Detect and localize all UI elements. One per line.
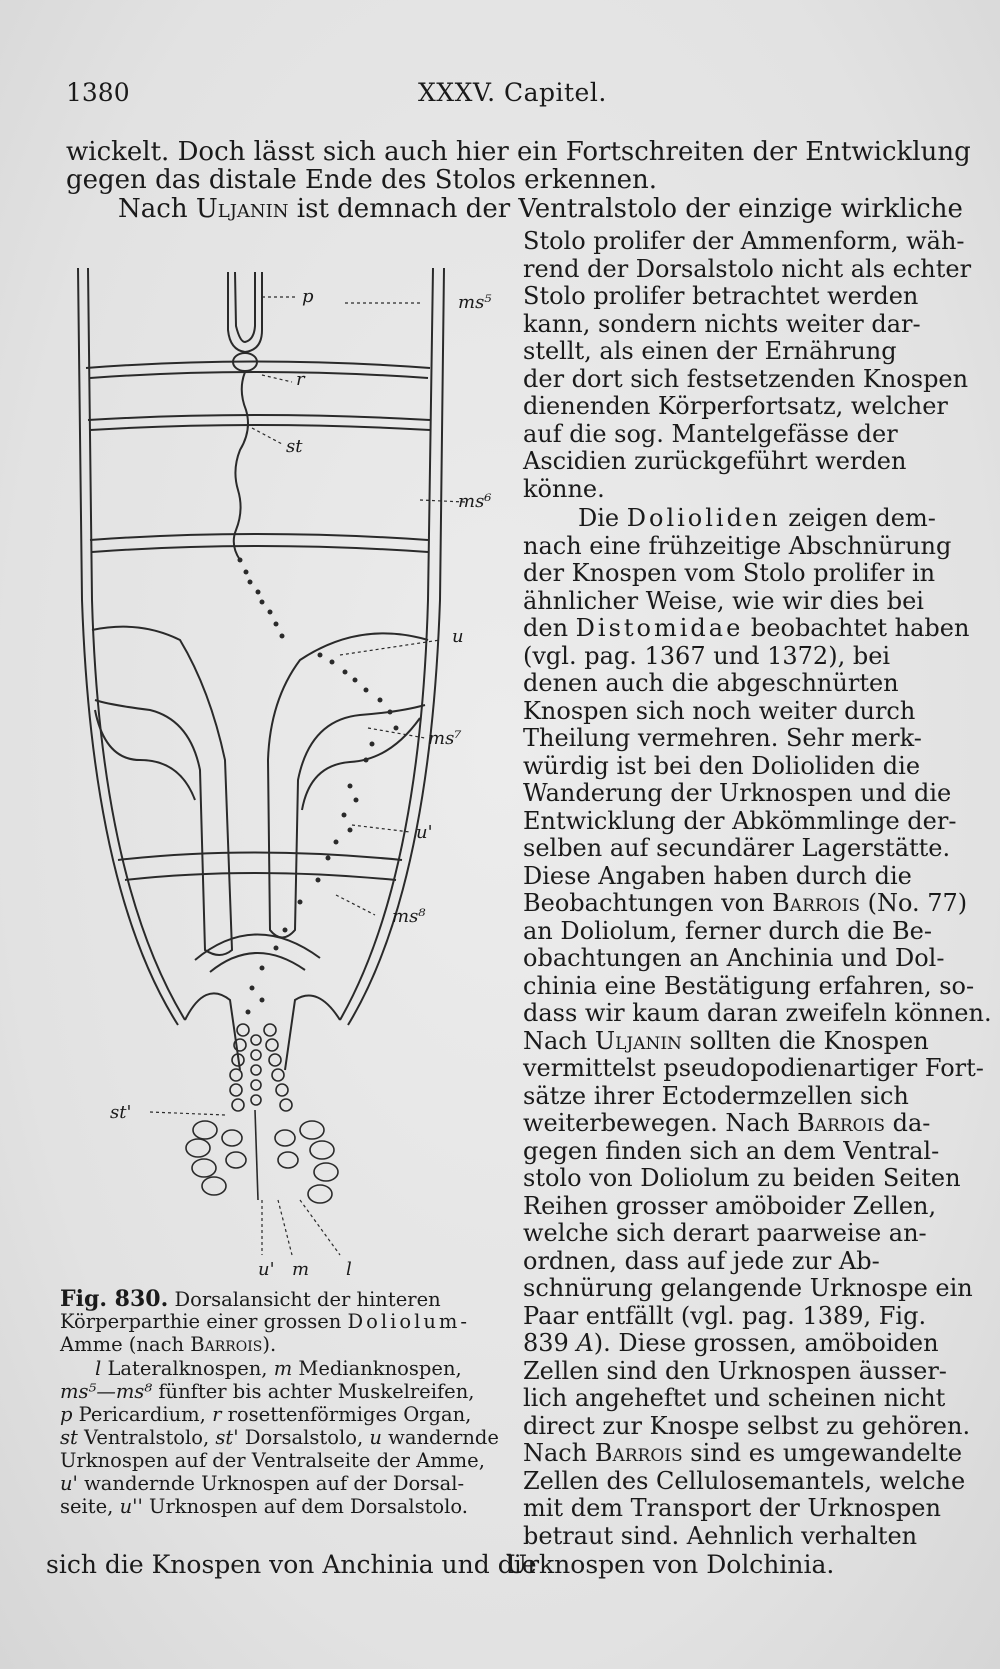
text-line: Diese Angaben haben durch die xyxy=(523,862,912,890)
text-line: mit dem Transport der Urknospen xyxy=(523,1494,941,1522)
text-line: dass wir kaum daran zweifeln können. xyxy=(523,999,992,1027)
caption-line: l Lateralknospen, m Medianknospen, xyxy=(95,1357,462,1380)
text-line: ähnlicher Weise, wie wir dies bei xyxy=(523,587,924,615)
label-ms6: ms⁶ xyxy=(458,491,492,512)
text-line: an Doliolum, ferner durch die Be- xyxy=(523,917,932,945)
text-line: Beobachtungen von Barrois (No. 77) xyxy=(523,889,968,917)
text-line: stolo von Doliolum zu beiden Seiten xyxy=(523,1164,961,1192)
text-line: Nach Barrois sind es umgewandelte xyxy=(523,1439,963,1467)
caption-line: ms⁵—ms⁸ fünfter bis achter Muskelreifen, xyxy=(60,1380,475,1403)
text-line: obachtungen an Anchinia und Dol- xyxy=(523,944,945,972)
caption-line: Körperparthie einer grossen Doliolum- xyxy=(60,1310,470,1333)
text-line: Die Dolioliden zeigen dem- xyxy=(578,504,936,532)
text-line: wickelt. Doch lässt sich auch hier ein Fortschreiten der Entwicklung xyxy=(66,137,971,167)
text-line: ordnen, dass auf jede zur Ab- xyxy=(523,1247,880,1275)
caption-line: u' wandernde Urknospen auf der Dorsal- xyxy=(60,1472,465,1495)
text-line: Reihen grosser amöboider Zellen, xyxy=(523,1192,937,1220)
text-line: gegen finden sich an dem Ventral- xyxy=(523,1137,940,1165)
text-line: Theilung vermehren. Sehr merk- xyxy=(523,724,922,752)
text-line: betraut sind. Aehnlich verhalten xyxy=(523,1522,918,1550)
text-line: Stolo prolifer betrachtet werden xyxy=(523,282,919,310)
text-line: Stolo prolifer der Ammenform, wäh- xyxy=(523,227,965,255)
text-line: der Knospen vom Stolo prolifer in xyxy=(523,559,936,587)
caption-line: st Ventralstolo, st' Dorsalstolo, u wandernde xyxy=(60,1426,499,1449)
text-line: selben auf secundärer Lagerstätte. xyxy=(523,834,951,862)
caption-line: Urknospen auf der Ventralseite der Amme, xyxy=(60,1449,485,1472)
text-line: rend der Dorsalstolo nicht als echter xyxy=(523,255,972,283)
text-line: 839 A). Diese grossen, amöboiden xyxy=(523,1329,939,1357)
text-line: chinia eine Bestätigung erfahren, so- xyxy=(523,972,975,1000)
page-number: 1380 xyxy=(66,78,130,107)
text-line: gegen das distale Ende des Stolos erkennen. xyxy=(66,165,658,195)
text-line: stellt, als einen der Ernährung xyxy=(523,337,897,365)
text-line: (vgl. pag. 1367 und 1372), bei xyxy=(523,642,891,670)
text-line: weiterbewegen. Nach Barrois da- xyxy=(523,1109,931,1137)
caption-line: p Pericardium, r rosettenförmiges Organ, xyxy=(60,1403,472,1426)
text-line: sich die Knospen von Anchinia und die xyxy=(46,1550,537,1579)
label-u: u xyxy=(452,626,464,647)
label-ms5: ms⁵ xyxy=(458,292,492,313)
text-line: schnürung gelangende Urknospe ein xyxy=(523,1274,973,1302)
text-line: Zellen sind den Urknospen äusser- xyxy=(523,1357,947,1385)
text-line: Ascidien zurückgeführt werden xyxy=(523,447,907,475)
text-line: sätze ihrer Ectodermzellen sich xyxy=(523,1082,909,1110)
label-r: r xyxy=(296,369,305,390)
text-line: Urknospen von Dolchinia. xyxy=(506,1550,835,1579)
text-line: Zellen des Cellulosemantels, welche xyxy=(523,1467,966,1495)
text-line: Entwicklung der Abkömmlinge der- xyxy=(523,807,957,835)
text-line: denen auch die abgeschnürten xyxy=(523,669,899,697)
body-outline xyxy=(78,268,444,1070)
label-ms8: ms⁸ xyxy=(392,906,426,927)
text-line: könne. xyxy=(523,475,605,503)
text-line: Knospen sich noch weiter durch xyxy=(523,697,916,725)
text-line: den Distomidae beobachtet haben xyxy=(523,614,970,642)
label-p: p xyxy=(302,286,314,307)
text-line: Wanderung der Urknospen und die xyxy=(523,779,952,807)
text-line: dienenden Körperfortsatz, welcher xyxy=(523,392,948,420)
label-l: l xyxy=(346,1259,352,1280)
text-line: der dort sich festsetzenden Knospen xyxy=(523,365,969,393)
text-line: lich angeheftet und scheinen nicht xyxy=(523,1384,946,1412)
label-st: st xyxy=(286,436,303,457)
text-line: vermittelst pseudopodienartiger Fort- xyxy=(523,1054,984,1082)
leader-lines xyxy=(150,297,465,1255)
text-line: auf die sog. Mantelgefässe der xyxy=(523,420,898,448)
text-line: welche sich derart paarweise an- xyxy=(523,1219,927,1247)
figure-caption: Fig. 830. Dorsalansicht der hinteren xyxy=(60,1286,441,1312)
bud-chains xyxy=(186,1024,338,1203)
text-line: kann, sondern nichts weiter dar- xyxy=(523,310,921,338)
caption-line: seite, u'' Urknospen auf dem Dorsalstolo. xyxy=(60,1495,468,1518)
text-line: direct zur Knospe selbst zu gehören. xyxy=(523,1412,971,1440)
label-m: m xyxy=(292,1259,310,1280)
caption-line: Amme (nach Barrois). xyxy=(60,1333,277,1356)
label-u-prime: u' xyxy=(416,822,433,843)
text-line: Nach Uljanin sollten die Knospen xyxy=(523,1027,929,1055)
label-ms7: ms⁷ xyxy=(428,728,462,749)
label-u-bottom: u' xyxy=(258,1259,275,1280)
text-line: Nach Uljanin ist demnach der Ventralstolo der einzige wirkliche xyxy=(118,194,963,224)
text-line: nach eine frühzeitige Abschnürung xyxy=(523,532,952,560)
text-line: würdig ist bei den Dolioliden die xyxy=(523,752,921,780)
label-st-prime: st' xyxy=(110,1102,132,1123)
chapter-heading: XXXV. Capitel. xyxy=(418,78,607,107)
text-line: Paar entfällt (vgl. pag. 1389, Fig. xyxy=(523,1302,927,1330)
